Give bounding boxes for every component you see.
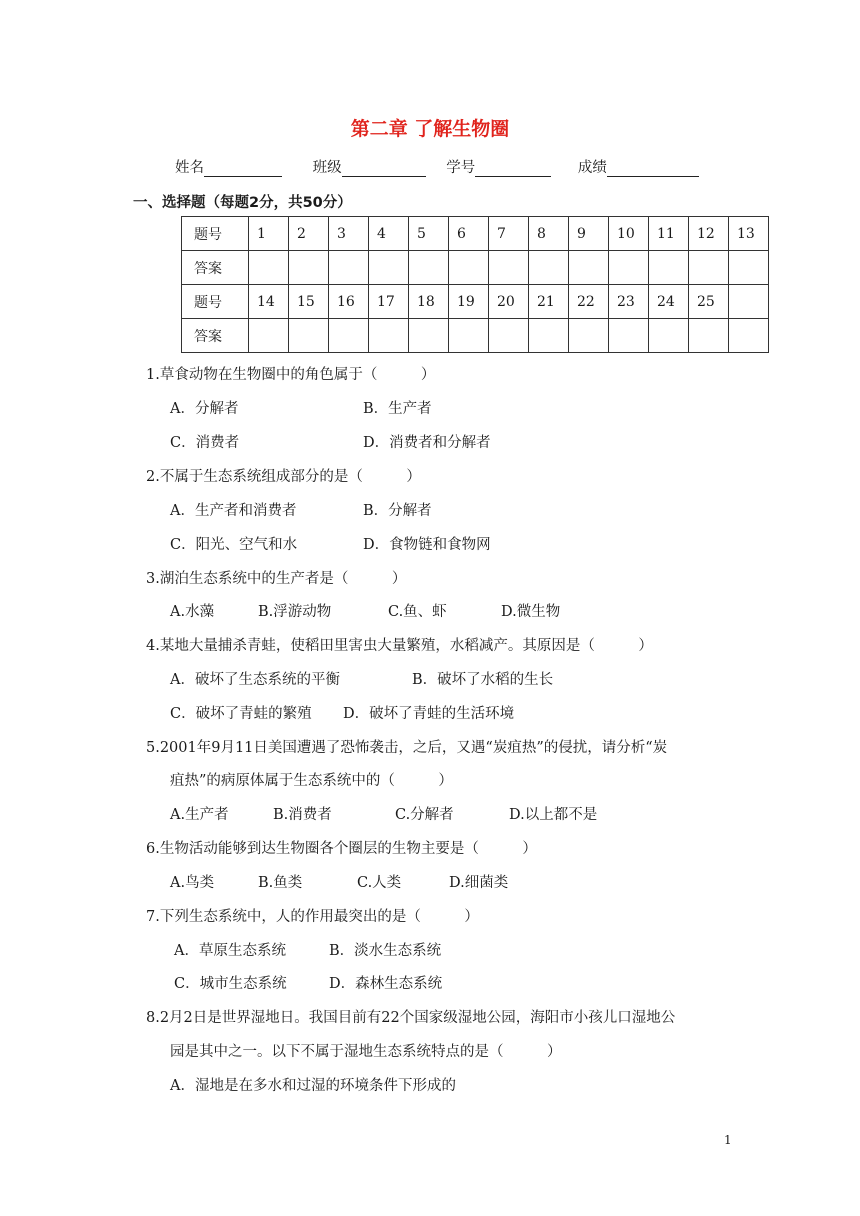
question-3-option-c: C.鱼、虾 — [388, 604, 447, 620]
table-cell: 3 — [329, 217, 369, 251]
question-7-stem: 7.下列生态系统中，人的作用最突出的是（ ） — [146, 909, 479, 925]
answer-cell[interactable] — [729, 251, 769, 285]
table-cell: 8 — [529, 217, 569, 251]
question-4-option-c: C．破坏了青蛙的繁殖 — [170, 706, 312, 722]
table-row — [182, 319, 769, 353]
answer-cell[interactable] — [609, 251, 649, 285]
question-8-stem: 8.2月2日是世界湿地日。我国目前有22个国家级湿地公园，海阳市小孩儿口湿地公 — [146, 1010, 676, 1026]
answer-cell[interactable] — [489, 251, 529, 285]
question-2-option-d: D．食物链和食物网 — [363, 537, 491, 553]
table-cell: 18 — [409, 285, 449, 319]
question-6-option-d: D.细菌类 — [449, 875, 509, 891]
table-cell — [729, 285, 769, 319]
question-5-option-c: C.分解者 — [395, 807, 454, 823]
answer-cell[interactable] — [729, 319, 769, 353]
question-3-option-d: D.微生物 — [501, 604, 561, 620]
question-7-option-b: B．淡水生态系统 — [329, 943, 442, 959]
question-2-option-b: B．分解者 — [363, 503, 432, 519]
answer-cell[interactable] — [649, 319, 689, 353]
class-blank — [342, 160, 426, 177]
table-cell: 17 — [369, 285, 409, 319]
answer-cell[interactable] — [409, 319, 449, 353]
table-cell: 24 — [649, 285, 689, 319]
answer-cell[interactable] — [289, 251, 329, 285]
question-7-option-c: C．城市生态系统 — [174, 976, 287, 992]
question-4-option-d: D．破坏了青蛙的生活环境 — [343, 706, 515, 722]
answer-cell[interactable] — [369, 319, 409, 353]
question-8-stem-line2: 园是其中之一。以下不属于湿地生态系统特点的是（ ） — [170, 1044, 562, 1060]
answer-table — [181, 216, 769, 353]
table-cell: 16 — [329, 285, 369, 319]
question-4-option-b: B．破坏了水稻的生长 — [412, 672, 554, 688]
row-label: 答案 — [182, 319, 249, 353]
question-1-option-d: D．消费者和分解者 — [363, 435, 491, 451]
answer-cell[interactable] — [529, 319, 569, 353]
row-label: 答案 — [182, 251, 249, 285]
question-1-option-a: A．分解者 — [170, 401, 239, 417]
question-5-stem-line2: 疽热”的病原体属于生态系统中的（ ） — [170, 773, 453, 789]
question-5-option-a: A.生产者 — [170, 807, 229, 823]
table-cell: 10 — [609, 217, 649, 251]
section-heading: 一、选择题（每题2分，共50分） — [133, 195, 352, 211]
answer-cell[interactable] — [689, 319, 729, 353]
id-label: 学号 — [446, 160, 476, 176]
table-cell: 1 — [249, 217, 289, 251]
table-cell: 7 — [489, 217, 529, 251]
score-label: 成绩 — [577, 160, 607, 176]
table-cell: 12 — [689, 217, 729, 251]
answer-cell[interactable] — [329, 319, 369, 353]
answer-cell[interactable] — [689, 251, 729, 285]
class-label: 班级 — [312, 160, 342, 176]
question-1-option-c: C．消费者 — [170, 435, 240, 451]
answer-cell[interactable] — [329, 251, 369, 285]
question-3-option-b: B.浮游动物 — [258, 604, 332, 620]
answer-cell[interactable] — [249, 251, 289, 285]
question-5-stem: 5.2001年9月11日美国遭遇了恐怖袭击，之后，又遇“炭疽热”的侵扰，请分析“炭 — [146, 740, 668, 756]
table-cell: 21 — [529, 285, 569, 319]
row-label: 题号 — [182, 217, 249, 251]
table-cell: 11 — [649, 217, 689, 251]
table-cell: 4 — [369, 217, 409, 251]
answer-cell[interactable] — [569, 319, 609, 353]
answer-cell[interactable] — [289, 319, 329, 353]
answer-cell[interactable] — [409, 251, 449, 285]
table-cell: 22 — [569, 285, 609, 319]
table-cell: 14 — [249, 285, 289, 319]
table-cell: 25 — [689, 285, 729, 319]
id-blank — [475, 160, 551, 177]
question-8-option-a: A．湿地是在多水和过湿的环境条件下形成的 — [170, 1078, 456, 1094]
answer-cell[interactable] — [609, 319, 649, 353]
page-number: 1 — [724, 1133, 732, 1147]
table-row — [182, 285, 769, 319]
question-7-option-a: A．草原生态系统 — [174, 943, 286, 959]
question-1-stem: 1.草食动物在生物圈中的角色属于（ ） — [146, 367, 436, 383]
answer-cell[interactable] — [249, 319, 289, 353]
answer-cell[interactable] — [489, 319, 529, 353]
question-7-option-d: D．森林生态系统 — [329, 976, 443, 992]
score-blank — [607, 160, 699, 177]
table-cell: 5 — [409, 217, 449, 251]
name-label: 姓名 — [175, 160, 204, 176]
answer-cell[interactable] — [569, 251, 609, 285]
question-2-option-c: C．阳光、空气和水 — [170, 537, 298, 553]
question-6-option-a: A.鸟类 — [170, 875, 215, 891]
question-4-stem: 4.某地大量捕杀青蛙，使稻田里害虫大量繁殖，水稻减产。其原因是（ ） — [146, 638, 653, 654]
table-row — [182, 217, 769, 251]
table-cell: 23 — [609, 285, 649, 319]
table-cell: 9 — [569, 217, 609, 251]
table-cell: 6 — [449, 217, 489, 251]
table-cell: 19 — [449, 285, 489, 319]
answer-cell[interactable] — [649, 251, 689, 285]
answer-cell[interactable] — [449, 319, 489, 353]
question-1-option-b: B．生产者 — [363, 401, 432, 417]
question-6-option-b: B.鱼类 — [258, 875, 303, 891]
question-4-option-a: A．破坏了生态系统的平衡 — [170, 672, 340, 688]
question-6-option-c: C.人类 — [357, 875, 402, 891]
question-3-option-a: A.水藻 — [170, 604, 215, 620]
answer-cell[interactable] — [369, 251, 409, 285]
row-label: 题号 — [182, 285, 249, 319]
name-blank — [204, 160, 282, 177]
question-5-option-b: B.消费者 — [273, 807, 332, 823]
table-cell: 2 — [289, 217, 329, 251]
question-2-stem: 2.不属于生态系统组成部分的是（ ） — [146, 469, 421, 485]
table-cell: 13 — [729, 217, 769, 251]
answer-cell[interactable] — [449, 251, 489, 285]
answer-cell[interactable] — [529, 251, 569, 285]
question-2-option-a: A．生产者和消费者 — [170, 503, 297, 519]
question-6-stem: 6.生物活动能够到达生物圈各个圈层的生物主要是（ ） — [146, 841, 537, 857]
student-info-line — [175, 156, 699, 177]
table-cell: 15 — [289, 285, 329, 319]
page-title: 第二章 了解生物圈 — [350, 118, 510, 140]
question-5-option-d: D.以上都不是 — [509, 807, 598, 823]
table-row — [182, 251, 769, 285]
table-cell: 20 — [489, 285, 529, 319]
question-3-stem: 3.湖泊生态系统中的生产者是（ ） — [146, 571, 407, 587]
